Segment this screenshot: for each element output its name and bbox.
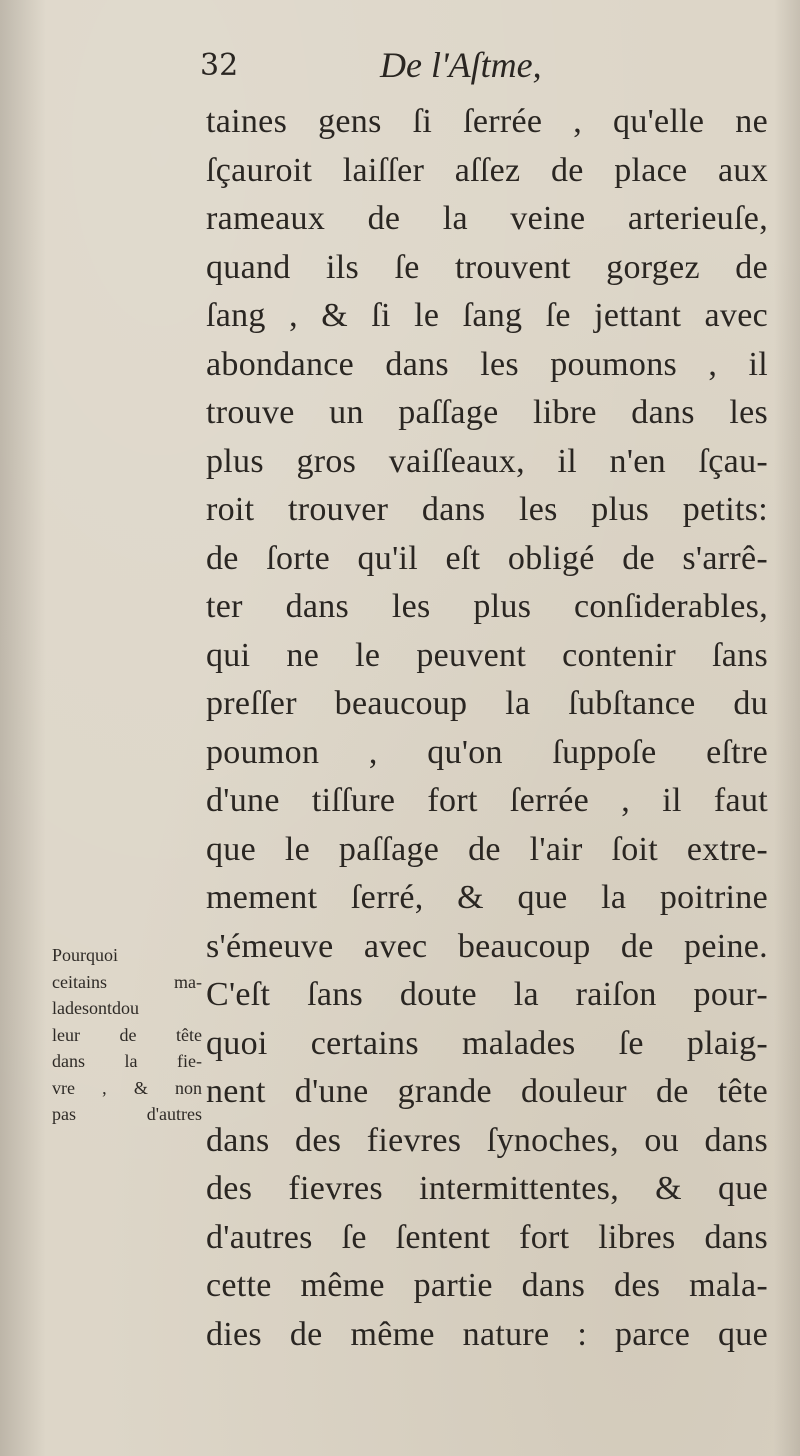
text-line: roit trouver dans les plus petits: <box>206 491 768 528</box>
text-line: plus gros vaiſſeaux, il n'en ſçau- <box>206 442 768 480</box>
spine-shadow <box>0 0 46 1456</box>
text-line: C'eſt ſans doute la raiſon pour- <box>206 976 768 1013</box>
text-line: de ſorte qu'il eſt obligé de s'arrê- <box>206 539 768 577</box>
text-line: preſſer beaucoup la ſubſtance du <box>206 685 768 722</box>
text-line: dies de même nature : parce que <box>206 1315 768 1353</box>
text-line: quoi certains malades ſe plaig- <box>206 1024 768 1062</box>
text-line: qui ne le peuvent contenir ſans <box>206 636 768 674</box>
text-line: que le paſſage de l'air ſoit extre- <box>206 830 768 868</box>
text-line: poumon , qu'on ſuppoſe eſtre <box>206 733 768 771</box>
text-line: des fievres intermittentes, & que <box>206 1170 768 1207</box>
running-title: De l'Aſtme, <box>380 45 542 85</box>
text-line: d'autres ſe ſentent fort libres dans <box>206 1218 768 1256</box>
margin-note-line: ladesontdou <box>52 998 139 1018</box>
margin-note-line: leur de tête <box>52 1024 202 1045</box>
margin-note <box>52 942 202 1128</box>
margin-note-line: Pourquoi <box>52 945 119 965</box>
body-text <box>206 98 768 1359</box>
text-line: quand ils ſe trouvent gorgez de <box>206 248 768 286</box>
text-line: trouve un paſſage libre dans les <box>206 394 768 431</box>
text-line: ſçauroit laiſſer aſſez de place aux <box>206 151 768 189</box>
text-line: ter dans les plus conſiderables, <box>206 588 768 625</box>
text-line: taines gens ſi ſerrée , qu'elle ne <box>206 103 768 140</box>
page-header <box>200 44 760 96</box>
text-line: rameaux de la veine arterieuſe, <box>206 200 768 237</box>
text-line: cette même partie dans des mala- <box>206 1267 768 1304</box>
text-line: nent d'une grande douleur de tête <box>206 1073 768 1110</box>
text-line: dans des fievres ſynoches, ou dans <box>206 1121 768 1159</box>
text-line: d'une tiſſure fort ſerrée , il faut <box>206 782 768 819</box>
page-number: 32 <box>200 48 239 83</box>
page-edge-shadow <box>774 0 800 1456</box>
text-line: mement ſerré, & que la poitrine <box>206 879 768 916</box>
text-line: ſang , & ſi le ſang ſe jettant avec <box>206 297 768 334</box>
margin-note-line: vre , & non <box>52 1077 202 1098</box>
text-line: abondance dans les poumons , il <box>206 345 768 383</box>
text-line: s'émeuve avec beaucoup de peine. <box>206 927 768 965</box>
margin-note-line: pas d'autres <box>52 1104 202 1124</box>
margin-note-line: dans la fie- <box>52 1051 202 1071</box>
margin-note-line: ceitains ma- <box>52 971 202 992</box>
